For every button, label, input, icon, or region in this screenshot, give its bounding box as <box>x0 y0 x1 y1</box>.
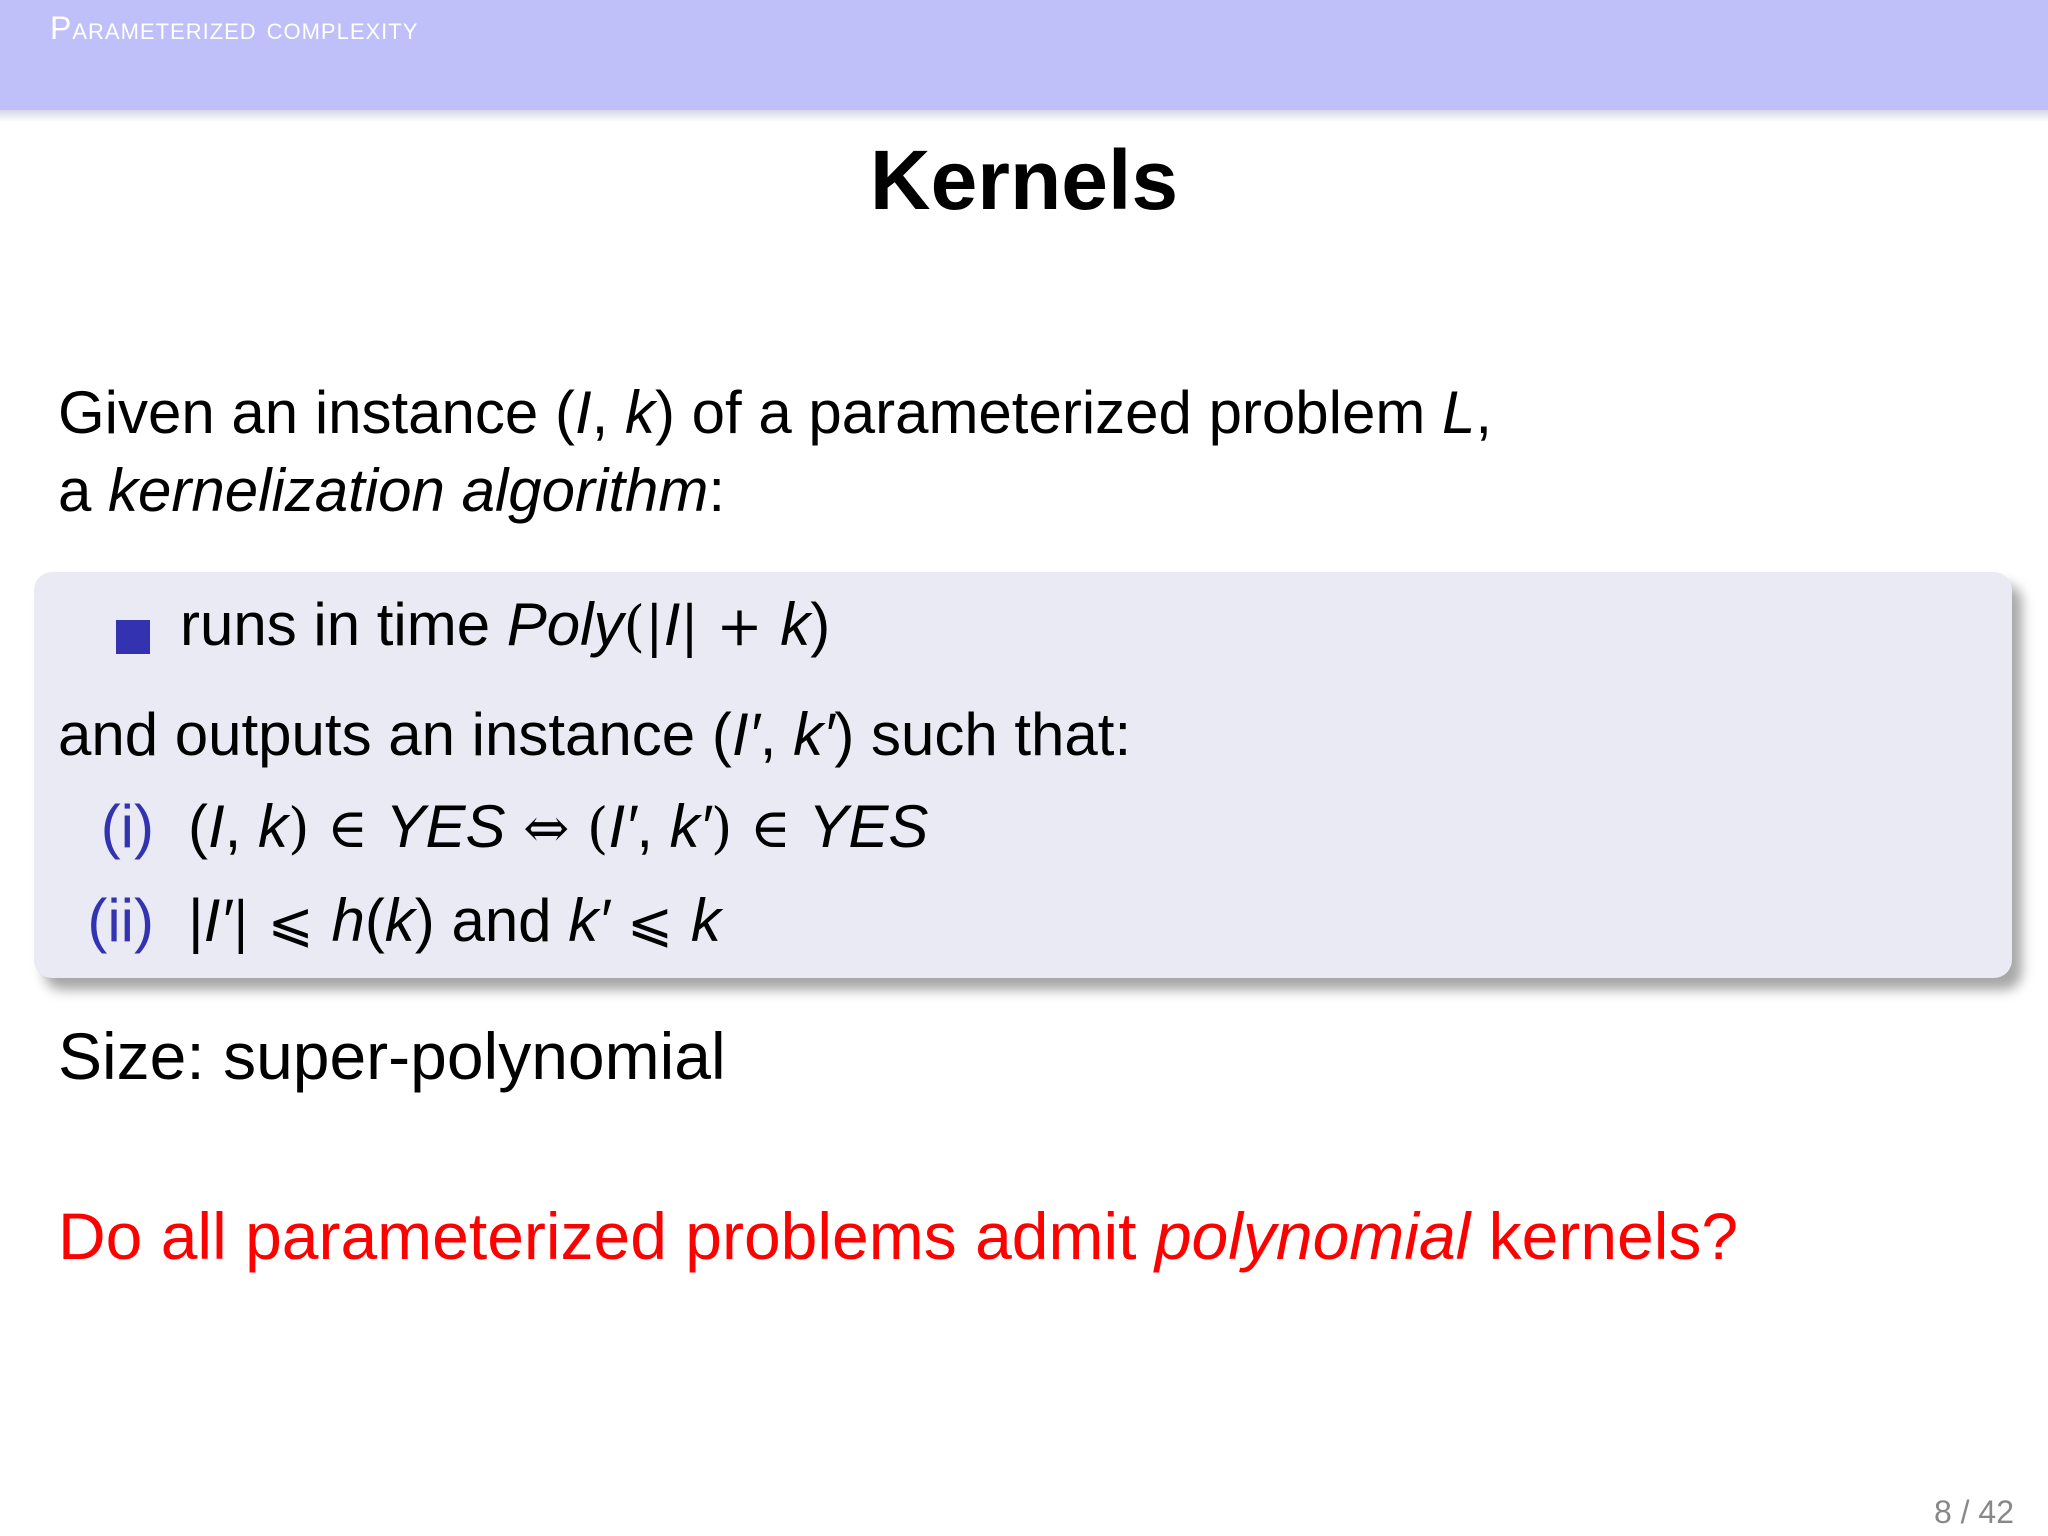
bullet-runs-in-time: runs in time Poly(|I| + k) <box>180 591 831 659</box>
section-title: Parameterized complexity <box>50 10 419 46</box>
outputs-line: and outputs an instance (I′, k′) such that: <box>58 701 1132 768</box>
kernelization-term: kernelization algorithm <box>108 457 709 524</box>
enum-label-i: (i) <box>100 793 154 860</box>
enum-item-ii: (ii) |I′| ⩽ h(k) and k′ ⩽ k <box>58 886 721 955</box>
intro-line-2: a kernelization algorithm: <box>58 457 726 524</box>
frame-title: Kernels <box>869 133 1179 227</box>
intro-line-1: Given an instance (I, k) of a parameterized problem L, <box>58 379 1493 446</box>
bullet-square-icon <box>116 620 150 654</box>
enum-label-ii: (ii) <box>87 887 154 954</box>
page-number: 8 / 42 <box>1933 1494 2014 1530</box>
polynomial-emphasis: polynomial <box>1154 1199 1471 1273</box>
size-line: Size: super-polynomial <box>58 1019 726 1093</box>
header-shadow <box>0 110 2048 122</box>
enum-item-i: (i) (I, k) ∈ YES ⇔ (I′, k′) ∈ YES <box>58 792 928 861</box>
question-line: Do all parameterized problems admit polynomial kernels? <box>58 1199 1739 1273</box>
